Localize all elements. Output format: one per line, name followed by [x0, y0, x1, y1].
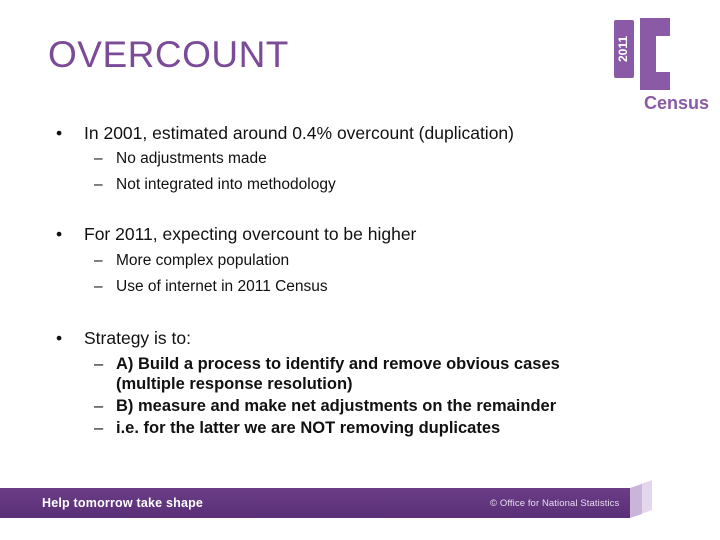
bullet-3-sub-1-cont: (multiple response resolution) [116, 375, 353, 393]
footer-tagline: Help tomorrow take shape [42, 496, 204, 510]
bullet-symbol: • [56, 328, 63, 348]
bullet-3-sub-1-text [116, 354, 560, 394]
bullet-3-sub-1-rest: Build a process to identify and remove obvious cases [133, 355, 560, 373]
bullet-3-sub-3 [94, 418, 656, 438]
dash-symbol: – [94, 150, 103, 167]
dash-symbol: – [94, 176, 103, 193]
bullet-2-sub-2-text: Use of internet in 2011 Census [116, 278, 328, 295]
bullet-3-sub-2-rest: ) measure and make net adjustments on the remainder [127, 397, 557, 415]
bullet-3-text: Strategy is to: [84, 328, 191, 348]
bullet-1-sub-1-text: No adjustments made [116, 150, 267, 167]
dash-symbol: – [94, 419, 104, 437]
bullet-3-sub-3-post: removing duplicates [335, 419, 501, 437]
logo-c-shape [640, 18, 670, 90]
bullet-3-sub-3-text [116, 418, 500, 438]
bullet-2-text: For 2011, expecting overcount to be higher [84, 224, 417, 244]
bullet-3-sub-2 [94, 396, 656, 416]
bullet-3-sub-1-bold: A) [116, 355, 134, 373]
logo-word: Census [644, 93, 710, 113]
bullet-2 [56, 223, 656, 245]
bullet-symbol: • [56, 224, 63, 244]
dash-symbol: – [94, 397, 104, 415]
bullet-3-sub-2-bold: B [116, 397, 128, 415]
bullet-1 [56, 122, 656, 144]
footer-fold-shape [630, 480, 652, 518]
slide-title: OVERCOUNT [48, 34, 289, 75]
bullet-3-sub-2-text [116, 396, 556, 416]
logo-year-text: 2011 [616, 35, 631, 63]
bullet-3-sub-3-pre: i.e. for the latter we are [116, 419, 301, 437]
footer-fold-front [630, 484, 642, 518]
bullet-1-sub-1 [94, 149, 656, 169]
bullet-1-text: In 2001, estimated around 0.4% overcount (duplication) [84, 123, 514, 143]
footer-org: © Office for National Statistics [490, 498, 620, 509]
dash-symbol: – [94, 252, 103, 269]
footer-bar [0, 488, 630, 518]
bullet-2-sub-1-text: More complex population [116, 252, 290, 269]
bullet-1-sub-2 [94, 175, 656, 195]
bullet-3-sub-3-bold: NOT [300, 419, 336, 437]
bullet-symbol: • [56, 123, 63, 143]
dash-symbol: – [94, 355, 104, 373]
bullet-2-sub-1 [94, 251, 656, 271]
census-logo-graphic [612, 14, 712, 114]
bullet-1-sub-2-text: Not integrated into methodology [116, 176, 336, 193]
bullet-3 [56, 327, 656, 349]
slide-body [56, 122, 656, 438]
census-2011-logo [612, 14, 712, 114]
bullet-2-sub-2 [94, 277, 656, 297]
dash-symbol: – [94, 278, 103, 295]
bullet-3-sub-1 [94, 354, 656, 394]
